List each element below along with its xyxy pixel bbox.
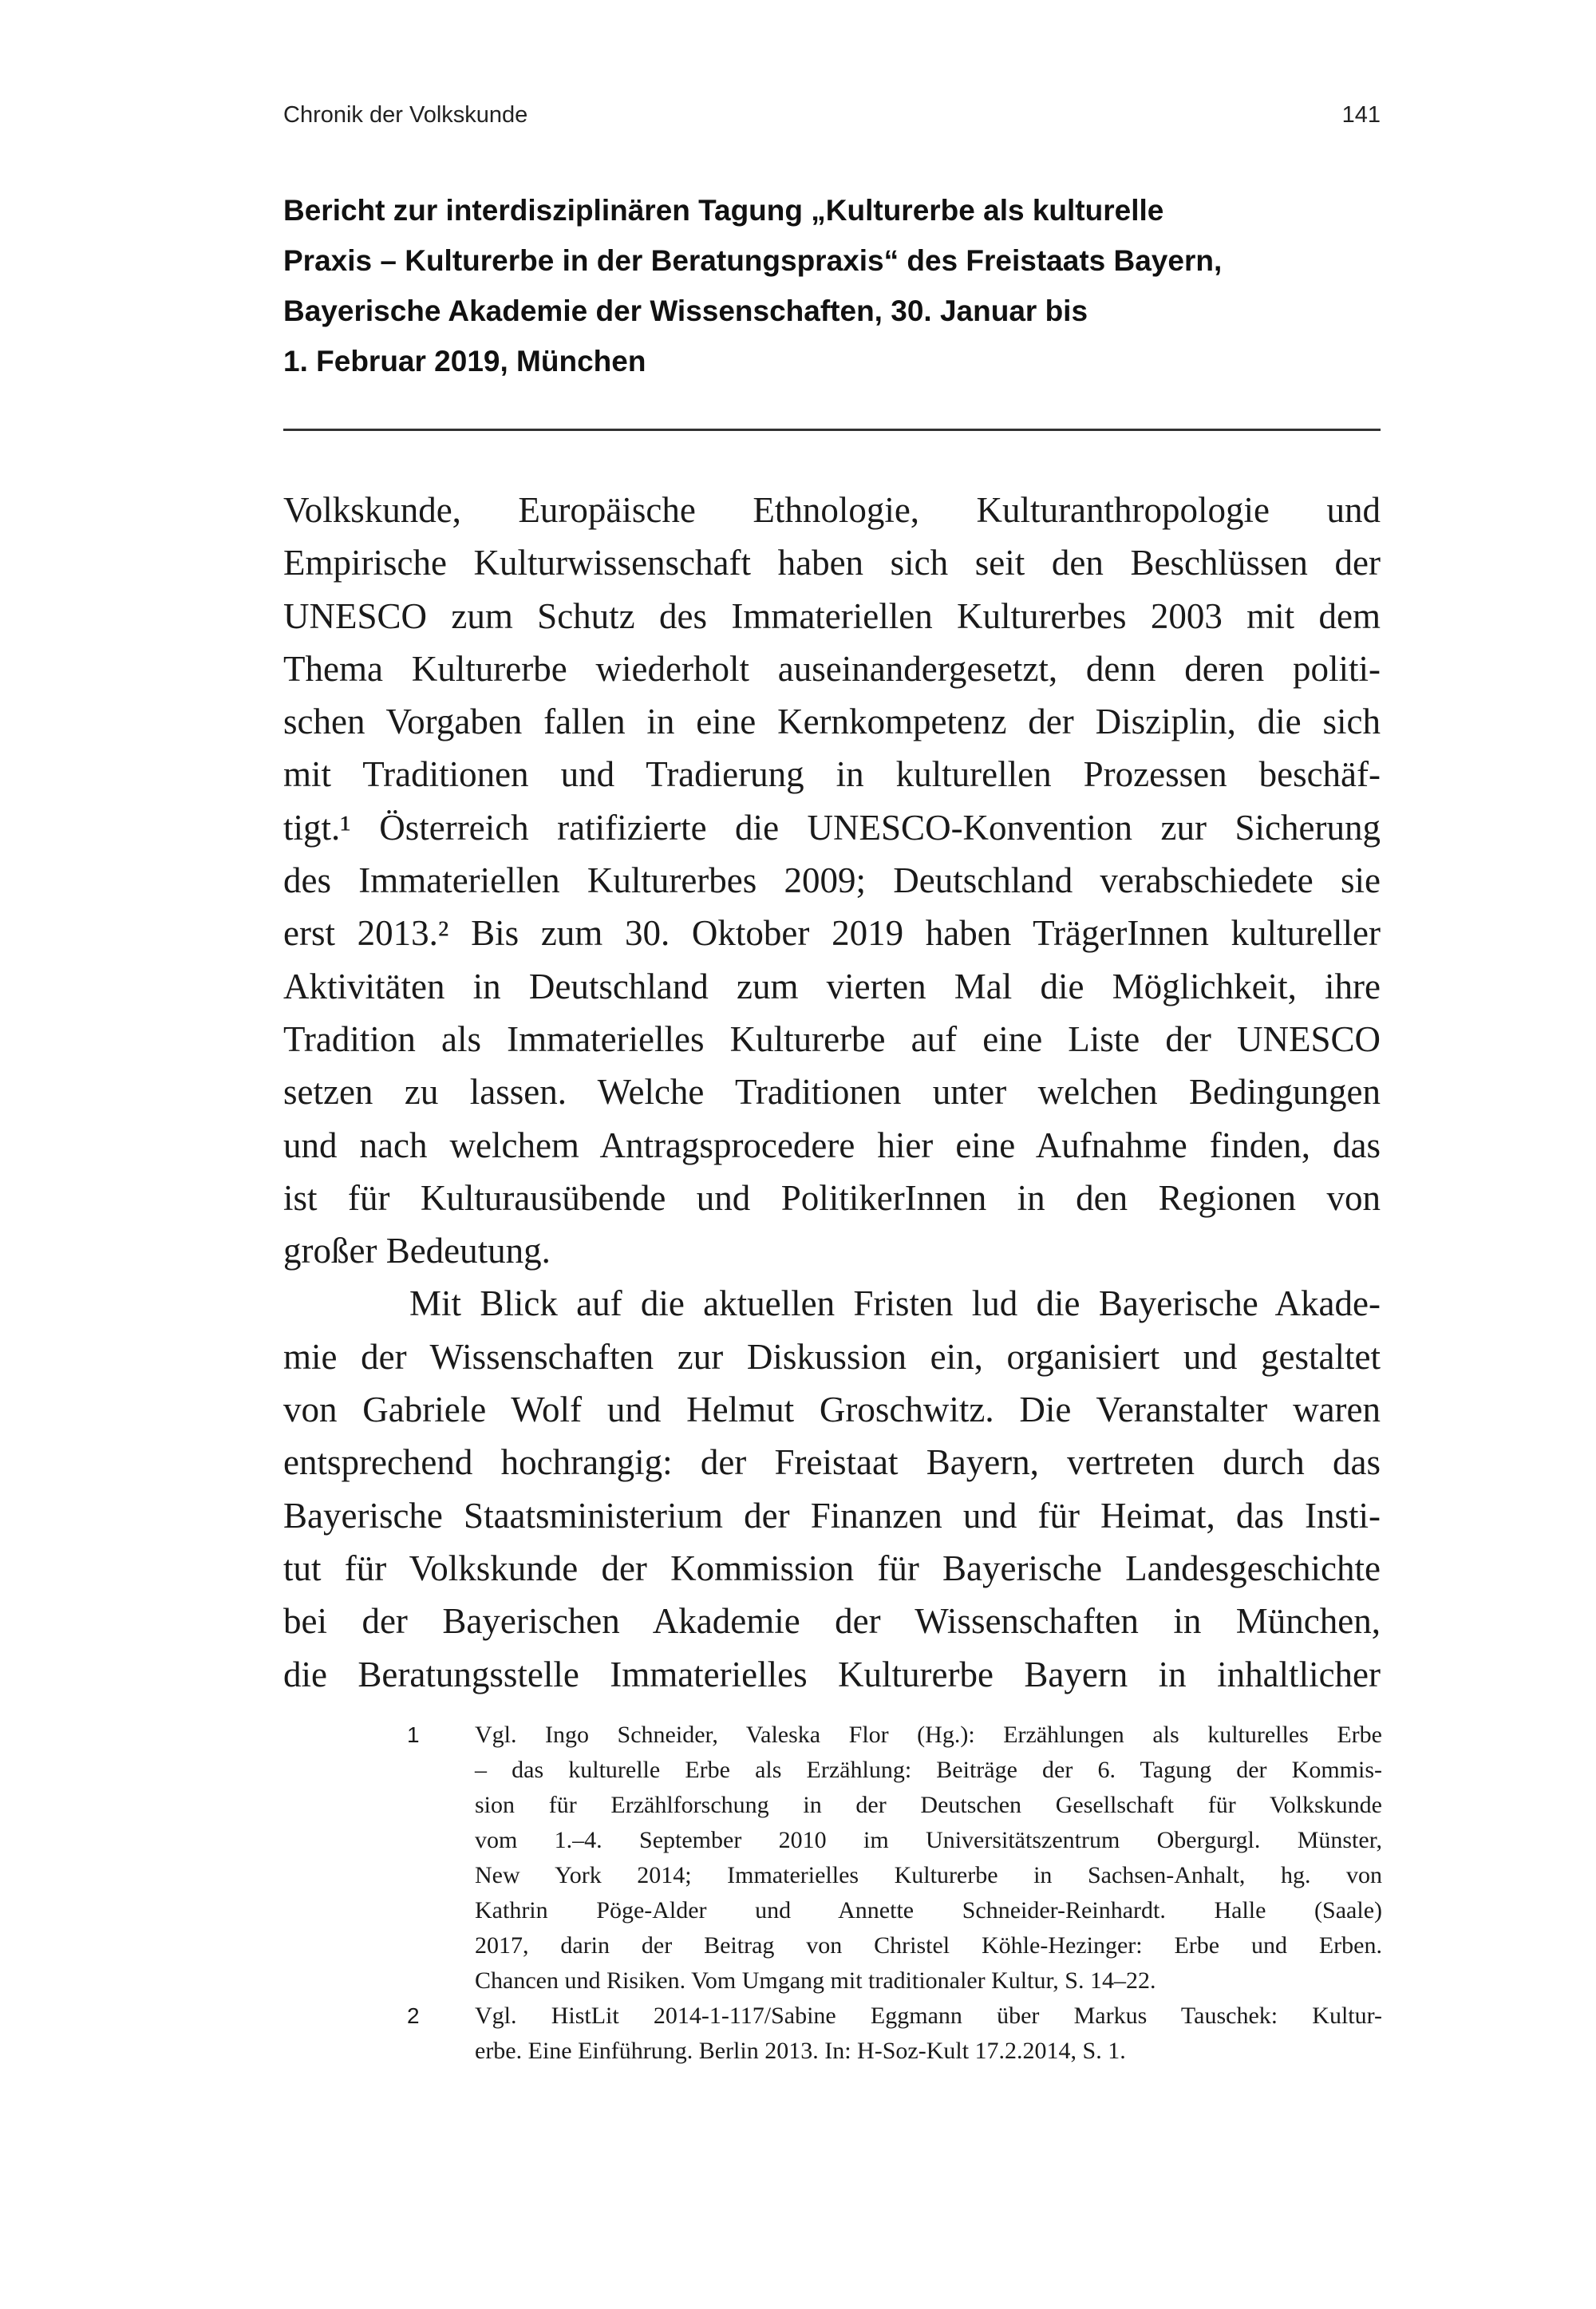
text-line: Chancen und Risiken. Vom Umgang mit traditionaler Kultur, S. 14–22. — [475, 1967, 1156, 1994]
text-line: Volkskunde, Europäische Ethnologie, Kulturanthropologie und — [283, 490, 1381, 530]
text-line: sion für Erzählforschung in der Deutschen Gesellschaft für Volkskunde — [475, 1792, 1382, 1818]
text-line: Bayerische Staatsministerium der Finanzen und für Heimat, das Insti- — [283, 1495, 1381, 1536]
footnote-text — [475, 1999, 1382, 2069]
title-line: Bayerische Akademie der Wissenschaften, 30. Januar bis — [283, 295, 1088, 327]
text-line: ist für Kulturausübende und PolitikerInnen in den Regionen von — [283, 1177, 1381, 1218]
footnote — [407, 1718, 1382, 1999]
text-line: entsprechend hochrangig: der Freistaat Bayern, vertreten durch das — [283, 1442, 1381, 1483]
running-title: Chronik der Volkskunde — [283, 102, 528, 128]
paragraph-2 — [283, 1277, 1381, 1700]
title-divider — [283, 429, 1381, 431]
article-title — [283, 185, 1400, 386]
text-line: setzen zu lassen. Welche Traditionen unter welchen Bedingungen — [283, 1072, 1381, 1113]
title-line: 1. Februar 2019, München — [283, 345, 646, 378]
text-line: 2017, darin der Beitrag von Christel Köhle-Hezinger: Erbe und Erben. — [475, 1932, 1382, 1959]
text-line: Tradition als Immaterielles Kulturerbe auf eine Liste der UNESCO — [283, 1018, 1381, 1059]
text-line: tut für Volkskunde der Kommission für Bayerische Landesgeschichte — [283, 1548, 1381, 1588]
page-number: 141 — [1341, 102, 1381, 128]
text-line: – das kulturelle Erbe als Erzählung: Beiträge der 6. Tagung der Kommis- — [475, 1757, 1382, 1783]
text-line: New York 2014; Immaterielles Kulturerbe in Sachsen-Anhalt, hg. von — [475, 1862, 1382, 1888]
text-line: mit Traditionen und Tradierung in kulturellen Prozessen beschäf- — [283, 754, 1381, 795]
text-line: großer Bedeutung. — [283, 1231, 551, 1271]
text-line: Aktivitäten in Deutschland zum vierten Mal die Möglichkeit, ihre — [283, 966, 1381, 1006]
text-line: von Gabriele Wolf und Helmut Groschwitz. Die Veranstalter waren — [283, 1390, 1381, 1430]
text-line: vom 1.–4. September 2010 im Universitätszentrum Obergurgl. Münster, — [475, 1827, 1382, 1853]
text-line: bei der Bayerischen Akademie der Wissenschaften in München, — [283, 1601, 1381, 1642]
title-line: Praxis – Kulturerbe in der Beratungspraxis“ des Freistaats Bayern, — [283, 244, 1223, 277]
text-line: des Immateriellen Kulturerbes 2009; Deutschland verabschiedete sie — [283, 860, 1381, 901]
footnote-number: 1 — [407, 1722, 420, 1747]
title-line: Bericht zur interdisziplinären Tagung „Kulturerbe als kulturelle — [283, 194, 1164, 227]
body-text — [283, 484, 1381, 1701]
text-line: erst 2013.² Bis zum 30. Oktober 2019 haben TrägerInnen kultureller — [283, 913, 1381, 954]
text-line: und nach welchem Antragsprocedere hier eine Aufnahme finden, das — [283, 1125, 1381, 1165]
footnote-number: 2 — [407, 2003, 420, 2028]
text-line: die Beratungsstelle Immaterielles Kulturerbe Bayern in inhaltlicher — [283, 1654, 1381, 1694]
text-line: mie der Wissenschaften zur Diskussion ein, organisiert und gestaltet — [283, 1336, 1381, 1377]
paragraph-1 — [283, 484, 1381, 1277]
footnote-text — [475, 1718, 1382, 1999]
text-line: erbe. Eine Einführung. Berlin 2013. In: H-Soz-Kult 17.2.2014, S. 1. — [475, 2038, 1126, 2064]
text-line: Thema Kulturerbe wiederholt auseinandergesetzt, denn deren politi- — [283, 648, 1381, 689]
text-line: Empirische Kulturwissenschaft haben sich seit den Beschlüssen der — [283, 543, 1381, 583]
text-line: Vgl. Ingo Schneider, Valeska Flor (Hg.): Erzählungen als kulturelles Erbe — [475, 1722, 1382, 1748]
footnote — [407, 1999, 1382, 2069]
text-line: tigt.¹ Österreich ratifizierte die UNESCO-Konvention zur Sicherung — [283, 807, 1381, 848]
text-line: Vgl. HistLit 2014-1-117/Sabine Eggmann über Markus Tauschek: Kultur- — [475, 2003, 1382, 2029]
text-line: schen Vorgaben fallen in eine Kernkompetenz der Disziplin, die sich — [283, 702, 1381, 742]
text-line: Kathrin Pöge-Alder und Annette Schneider-Reinhardt. Halle (Saale) — [475, 1897, 1382, 1924]
text-line: UNESCO zum Schutz des Immateriellen Kulturerbes 2003 mit dem — [283, 595, 1381, 636]
text-line: Mit Blick auf die aktuellen Fristen lud die Bayerische Akade- — [409, 1283, 1381, 1324]
footnotes — [407, 1718, 1382, 2069]
running-header — [283, 102, 1381, 128]
